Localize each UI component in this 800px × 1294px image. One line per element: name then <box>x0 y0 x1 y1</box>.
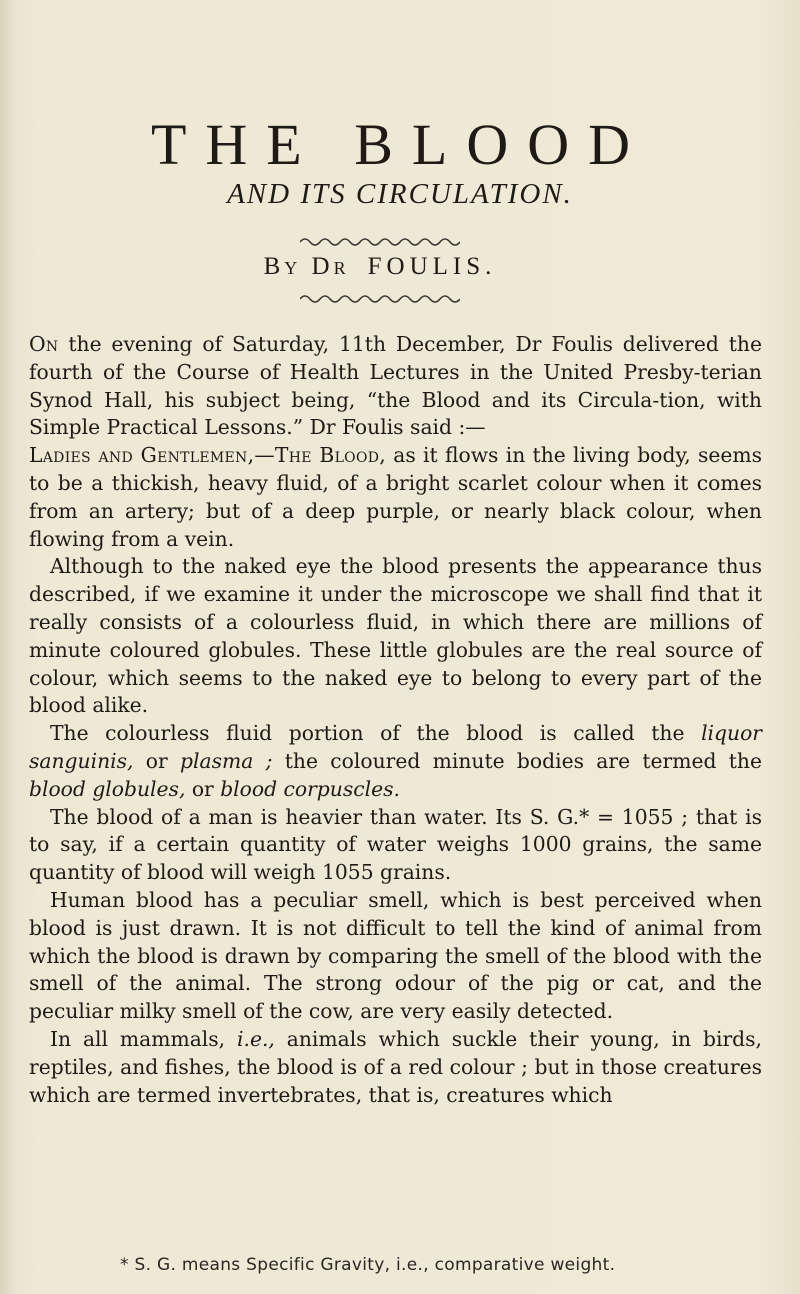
byline-prefix: By Dr <box>263 253 350 280</box>
author-name: FOULIS. <box>367 253 497 280</box>
paragraph-text: animals which suckle their young, in birds, reptiles, and fishes, the blood is of a red colour ; but in those creatures which are termed invertebrates, that is, creatures which <box>29 1026 763 1107</box>
paragraph: Human blood has a peculiar smell, which is best perceived when blood is just drawn. It is not difficult to tell the kind of animal from which the blood is drawn by comparing the smell of the blood with the smell of the animal. The strong odour of the pig or cat, and the peculiar milky smell of the cow, are very easily detected. <box>29 887 762 1024</box>
term: blood corpuscles. <box>220 776 400 801</box>
wavy-rule-ornament <box>300 236 460 246</box>
footnote: * S. G. means Specific Gravity, i.e., comparative weight. <box>120 1255 616 1275</box>
paragraph <box>29 331 762 442</box>
paragraph-text: the coloured minute bodies are termed the <box>272 748 762 773</box>
page-title: THE BLOOD <box>150 112 649 177</box>
paragraph <box>29 442 762 553</box>
term: plasma ; <box>180 748 273 773</box>
paragraph-text: or <box>185 776 221 801</box>
salutation: Ladies and Gentlemen,—The Blood, <box>29 443 386 468</box>
paragraph-text: In all mammals, <box>50 1026 238 1051</box>
author-byline <box>0 254 760 279</box>
paragraph <box>29 1026 762 1109</box>
term: i.e., <box>237 1026 275 1051</box>
term: blood globules, <box>29 776 186 801</box>
page-subtitle: AND ITS CIRCULATION. <box>227 178 573 210</box>
wavy-rule-ornament <box>300 294 460 304</box>
paragraph-text: The colourless fluid portion of the blood is called the <box>50 721 702 746</box>
paragraph <box>29 720 762 803</box>
lead-word: On <box>29 332 59 356</box>
paragraph-text: the evening of Saturday, 11th December, Dr Foulis delivered the fourth of the Course of Health Lectures in the United Presby-terian Synod Hall, his subject being, “the Blood and its Circula-tion, with Simple Practical Lessons.” Dr Foulis said :— <box>29 332 762 440</box>
paragraph: The blood of a man is heavier than water. Its S. G.* = 1055 ; that is to say, if a certain quantity of water weighs 1000 grains, the same quantity of blood will weigh 1055 grains. <box>29 804 762 885</box>
article-body <box>29 331 762 1109</box>
paragraph-text: or <box>133 748 181 773</box>
term: liquor sanguinis, <box>29 721 762 773</box>
paragraph-text: as it flows in the living body, seems to be a thickish, heavy fluid, of a bright scarlet colour when it comes from an artery; but of a deep purple, or nearly black colour, when flowing from a vein. <box>29 443 762 551</box>
paragraph: Although to the naked eye the blood presents the appearance thus described, if we examine it under the microscope we shall find that it really consists of a colourless fluid, in which there are millions of minute coloured globules. These little globules are the real source of colour, which seems to the naked eye to belong to every part of the blood alike. <box>29 554 762 718</box>
